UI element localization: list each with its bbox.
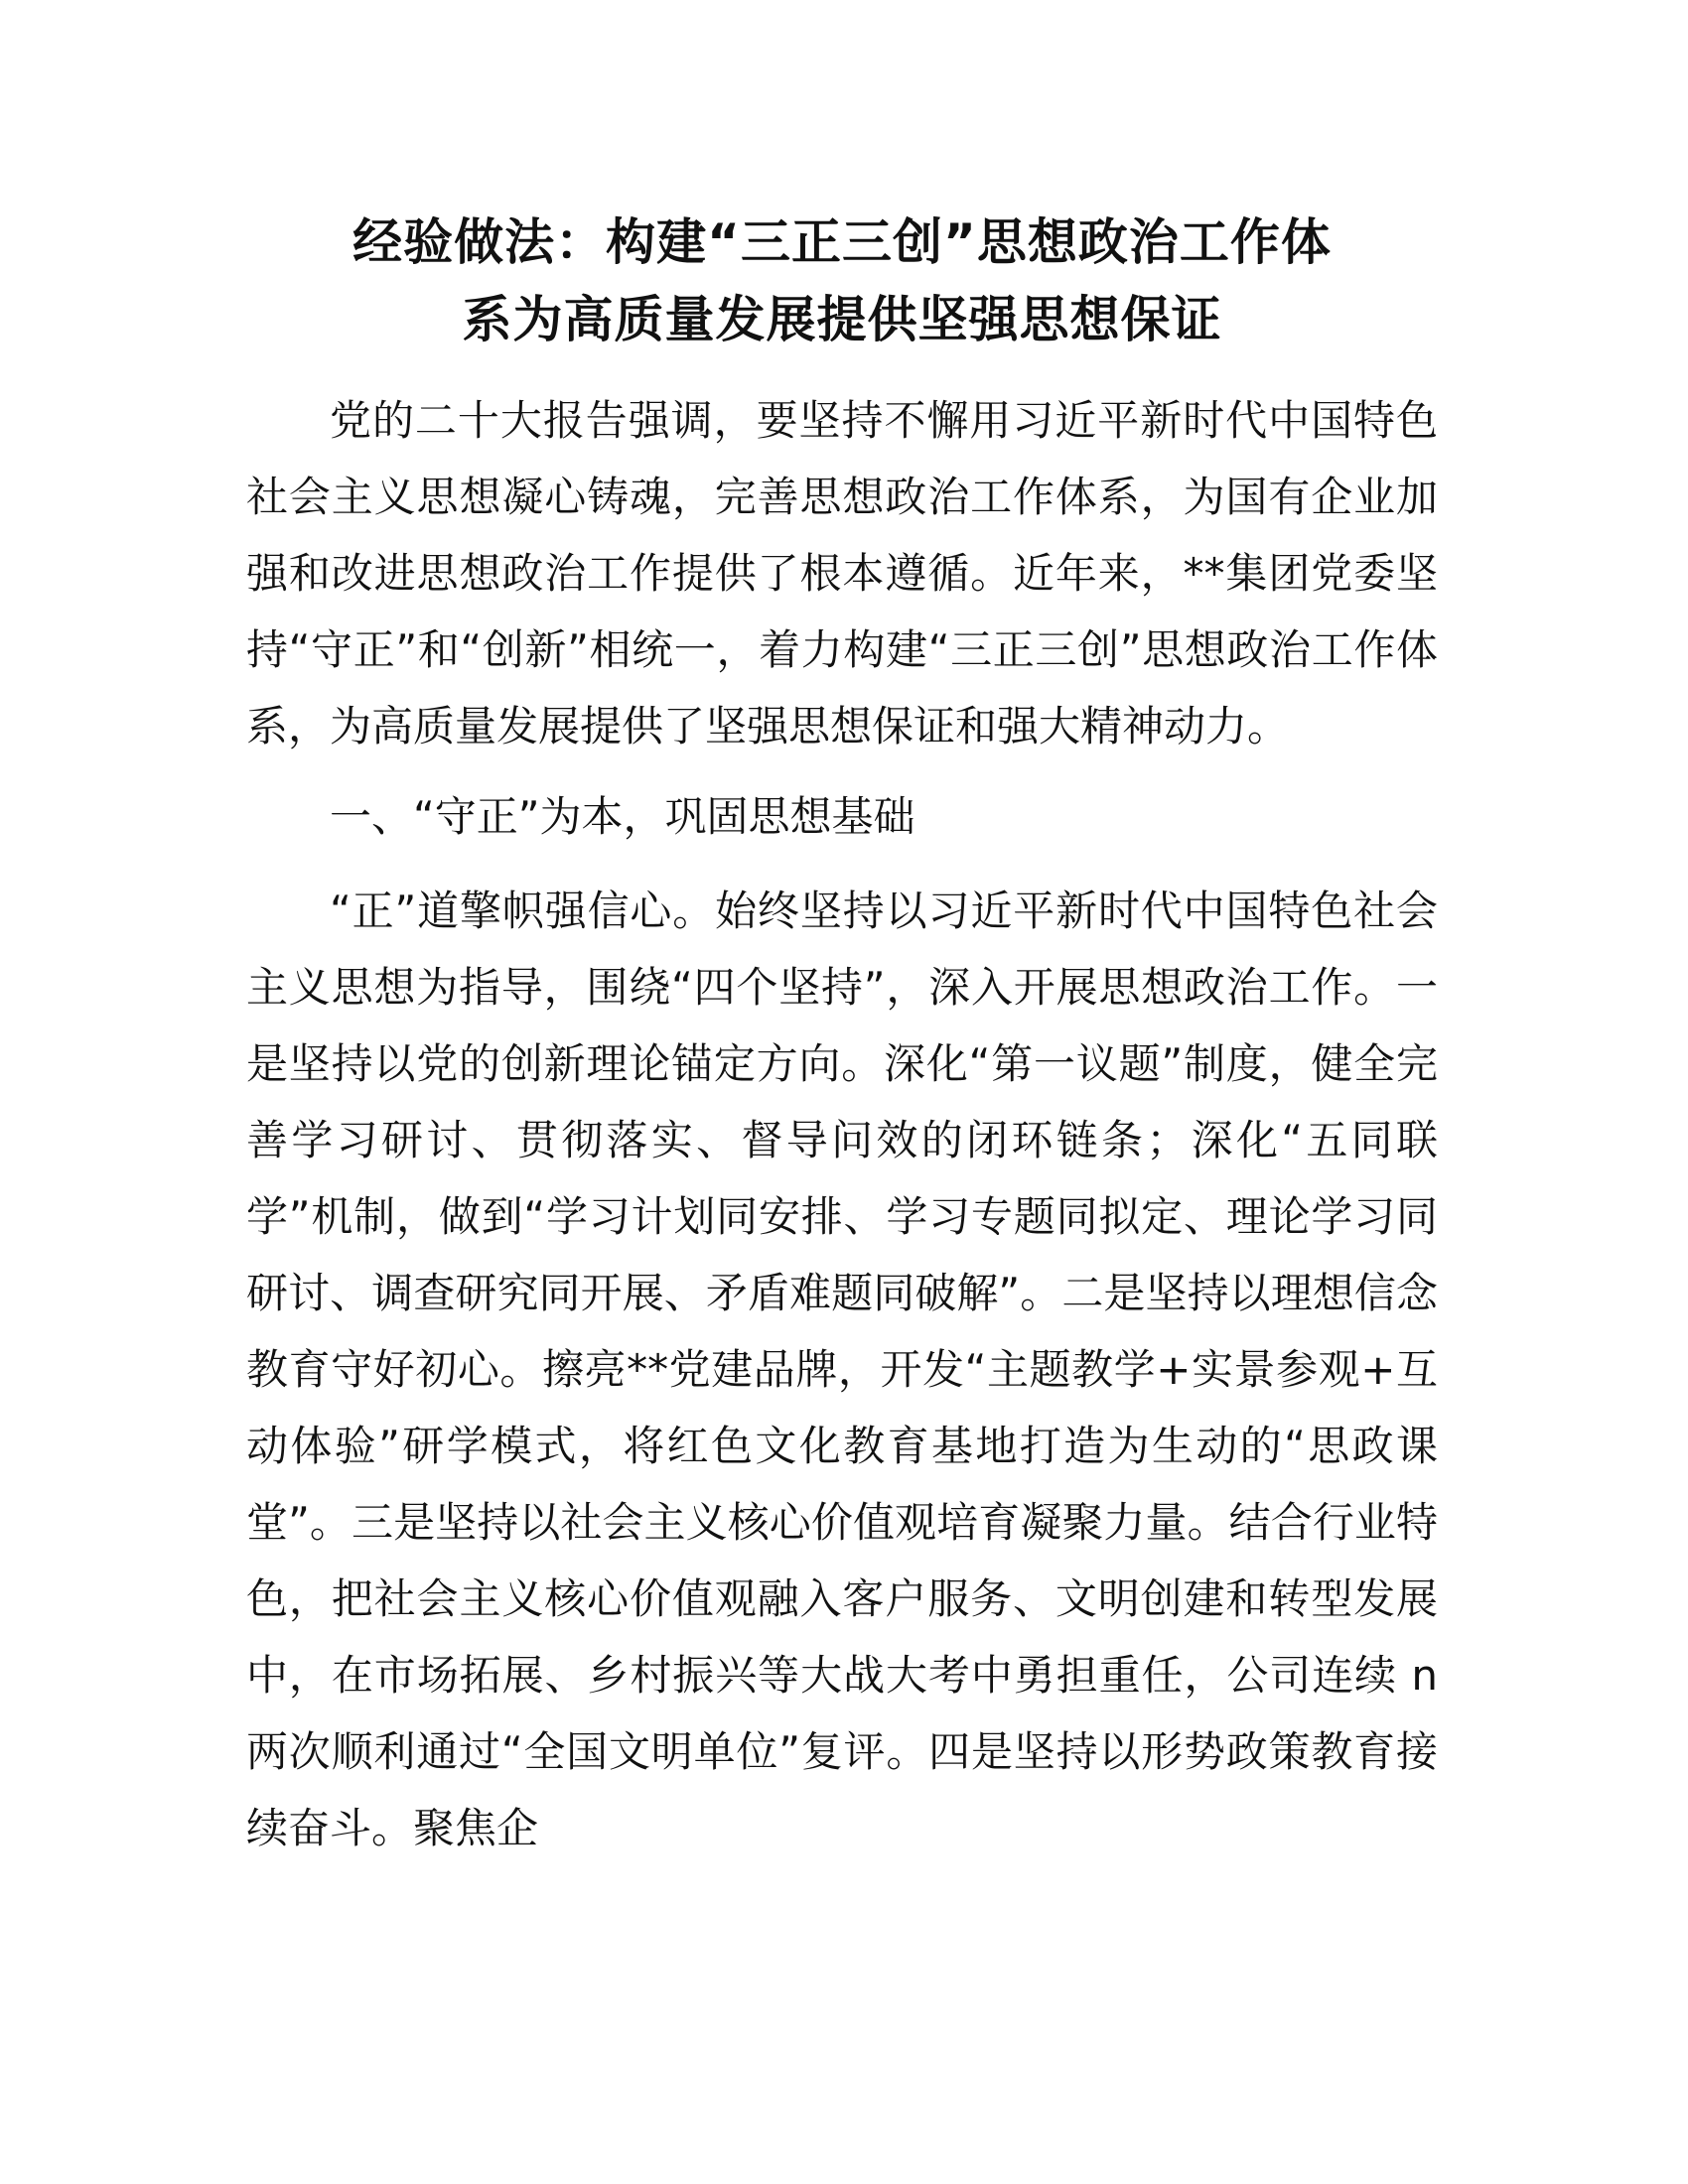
document-title-line-2: 系为高质量发展提供坚强思想保证 (462, 291, 1222, 348)
intro-paragraph: 党的二十大报告强调，要坚持不懈用习近平新时代中国特色社会主义思想凝心铸魂，完善思想政治工作体系，为国有企业加强和改进思想政治工作提供了根本遵循。近年来，**集团党委坚持“守正”和“创新”相统一，着力构建“三正三创”思想政治工作体系，为高质量发展提供了坚强思想保证和强大精神动力。 (246, 396, 1438, 751)
section-heading-1: 一、“守正”为本，巩固思想基础 (330, 792, 915, 841)
document-title-line-1: 经验做法：构建“三正三创”思想政治工作体 (352, 213, 1332, 271)
document-title (246, 204, 1438, 358)
section-1-body: “正”道擎帜强信心。始终坚持以习近平新时代中国特色社会主义思想为指导，围绕“四个坚持”，深入开展思想政治工作。一是坚持以党的创新理论锚定方向。深化“第一议题”制度，健全完善学习研讨、贯彻落实、督导问效的闭环链条；深化“五同联学”机制，做到“学习计划同安排、学习专题同拟定、理论学习同研讨、调查研究同开展、矛盾难题同破解”。二是坚持以理想信念教育守好初心。擦亮**党建品牌，开发“主题教学+实景参观+互动体验”研学模式，将红色文化教育基地打造为生动的“思政课堂”。三是坚持以社会主义核心价值观培育凝聚力量。结合行业特色，把社会主义核心价值观融入客户服务、文明创建和转型发展中，在市场拓展、乡村振兴等大战大考中勇担重任，公司连续 n 两次顺利通过“全国文明单位”复评。四是坚持以形势政策教育接续奋斗。聚焦企 (246, 887, 1438, 1852)
document-content (246, 204, 1438, 1866)
